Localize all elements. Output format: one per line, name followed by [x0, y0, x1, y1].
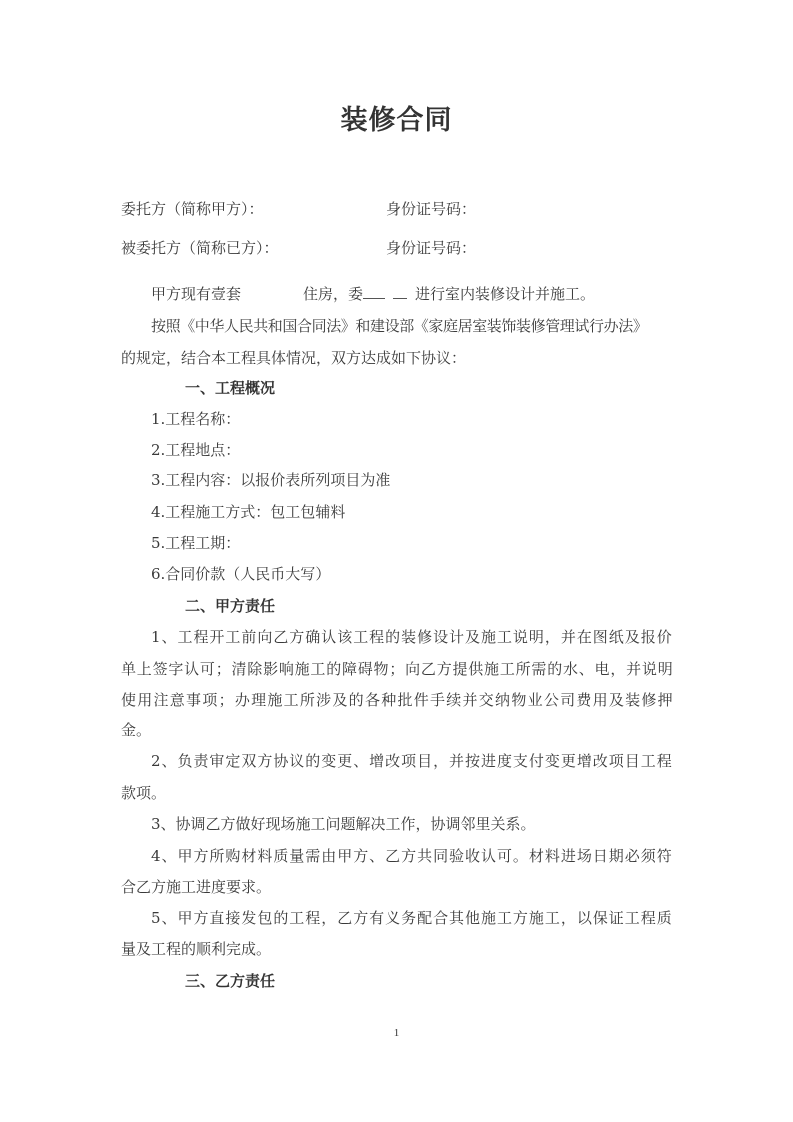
intro-line-2: 按照《中华人民共和国合同法》和建设部《家庭居室装饰装修管理试行办法》 [151, 317, 648, 335]
clause-5-line-2: 量及工程的顺利完成。 [121, 940, 272, 958]
clause-1-line-1: 1、工程开工前向乙方确认该工程的装修设计及施工说明，并在图纸及报价 [151, 628, 672, 646]
section-3-heading: 三、乙方责任 [185, 972, 276, 990]
project-item-6: 6.合同价款（人民币大写） [151, 565, 331, 583]
clause-4-line-2: 合乙方施工进度要求。 [121, 878, 272, 896]
intro-text-part3: 进行室内装修设计并施工。 [415, 285, 596, 303]
document-title: 装修合同 [340, 105, 453, 136]
project-item-2: 2.工程地点： [151, 441, 241, 459]
clause-5-line-1: 5、甲方直接发包的工程，乙方有义务配合其他施工方施工，以保证工程质 [151, 909, 672, 927]
intro-text-part1: 甲方现有壹套 [151, 285, 242, 303]
clause-1-line-2: 单上签字认可；清除影响施工的障碍物；向乙方提供施工所需的水、电，并说明 [121, 660, 673, 678]
project-item-3: 3.工程内容：以报价表所列项目为准 [151, 471, 391, 489]
party-b-id-label: 身份证号码： [386, 239, 477, 257]
intro-text-part2: 住房，委 [303, 285, 364, 303]
clause-3-line-1: 3、协调乙方做好现场施工问题解决工作，协调邻里关系。 [151, 815, 536, 833]
intro-line-1 [151, 284, 595, 304]
clause-2-line-1: 2、负责审定双方协议的变更、增改项目，并按进度支付变更增改项目工程 [151, 752, 672, 770]
party-a-id-label: 身份证号码： [386, 200, 477, 218]
party-a-label: 委托方（简称甲方）： [121, 200, 264, 218]
section-2-heading: 二、甲方责任 [185, 597, 276, 615]
clause-2-line-2: 款项。 [121, 784, 167, 802]
project-item-1: 1.工程名称： [151, 410, 241, 428]
clause-1-line-3: 使用注意事项；办理施工所涉及的各种批件手续并交纳物业公司费用及装修押 [121, 691, 673, 709]
page-number: 1 [393, 1027, 400, 1039]
party-b-label: 被委托方（简称已方）： [121, 239, 279, 257]
project-item-5: 5.工程工期： [151, 534, 241, 552]
clause-4-line-1: 4、甲方所购材料质量需由甲方、乙方共同验收认可。材料进场日期必须符 [151, 847, 672, 865]
section-1-heading: 一、工程概况 [185, 379, 276, 397]
clause-1-line-4: 金。 [121, 721, 152, 739]
project-item-4: 4.工程施工方式：包工包辅料 [151, 503, 346, 521]
contractor-blank-1 [363, 284, 385, 299]
intro-line-3: 的规定，结合本工程具体情况，双方达成如下协议： [121, 349, 467, 367]
contractor-blank-2 [393, 284, 407, 299]
